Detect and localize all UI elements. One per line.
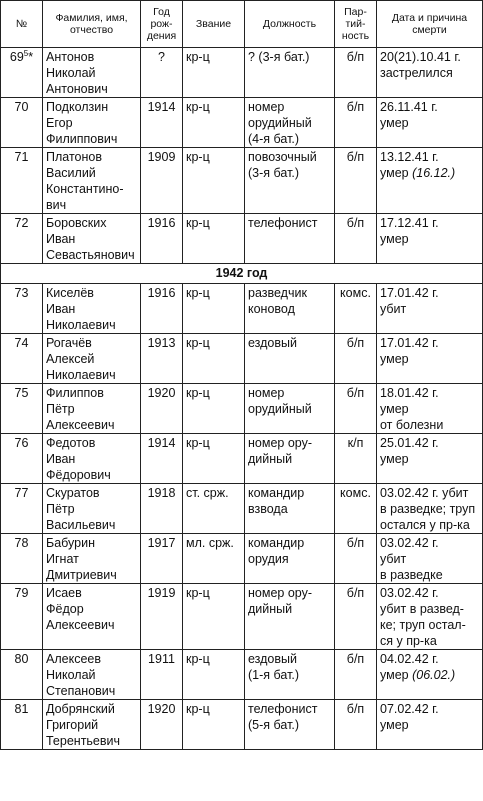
table-row (1, 284, 483, 334)
cell-rank: кр-ц (183, 284, 245, 334)
cell-birth-year: 1914 (141, 434, 183, 484)
cell-birth-year: 1913 (141, 334, 183, 384)
cell-rank: кр-ц (183, 650, 245, 700)
cell-name: Подколзин Егор Филиппович (43, 98, 141, 148)
cell-num: 78 (1, 534, 43, 584)
cell-name: Рогачёв Алексей Николаевич (43, 334, 141, 384)
cell-death: 18.01.42 г. умер от болезни (377, 384, 483, 434)
cell-position: телефонист (245, 214, 335, 264)
cell-birth-year: 1918 (141, 484, 183, 534)
header-party: Пар- тий- ность (335, 1, 377, 48)
cell-name: Скуратов Пётр Васильевич (43, 484, 141, 534)
cell-death: 25.01.42 г. умер (377, 434, 483, 484)
cell-position: ? (3-я бат.) (245, 48, 335, 98)
header-rank: Звание (183, 1, 245, 48)
cell-party: б/п (335, 48, 377, 98)
header-death: Дата и причина смерти (377, 1, 483, 48)
cell-party: б/п (335, 650, 377, 700)
cell-party: б/п (335, 384, 377, 434)
cell-name: Федотов Иван Фёдорович (43, 434, 141, 484)
header-position: Должность (245, 1, 335, 48)
cell-birth-year: 1920 (141, 384, 183, 434)
cell-birth-year: 1919 (141, 584, 183, 650)
cell-rank: кр-ц (183, 98, 245, 148)
cell-birth-year: 1916 (141, 214, 183, 264)
cell-rank: кр-ц (183, 334, 245, 384)
cell-position: номер орудийный (245, 384, 335, 434)
cell-position: номер ору- дийный (245, 434, 335, 484)
cell-birth-year: 1920 (141, 700, 183, 750)
cell-birth-year: ? (141, 48, 183, 98)
table-row (1, 334, 483, 384)
cell-death: 17.01.42 г. умер (377, 334, 483, 384)
table-row (1, 700, 483, 750)
cell-rank: кр-ц (183, 434, 245, 484)
header-name: Фамилия, имя, отчество (43, 1, 141, 48)
rows-1941 (1, 48, 483, 264)
cell-name: Бабурин Игнат Дмитриевич (43, 534, 141, 584)
cell-party: б/п (335, 584, 377, 650)
cell-name: Исаев Фёдор Алексеевич (43, 584, 141, 650)
cell-num: 74 (1, 334, 43, 384)
cell-party: б/п (335, 214, 377, 264)
cell-death: 17.01.42 г. убит (377, 284, 483, 334)
year-separator: 1942 год (1, 264, 483, 284)
cell-name: Боровских Иван Севастьянович (43, 214, 141, 264)
table-header (1, 1, 483, 48)
cell-num: 75 (1, 384, 43, 434)
table-row (1, 650, 483, 700)
cell-death: 26.11.41 г. умер (377, 98, 483, 148)
cell-rank: кр-ц (183, 148, 245, 214)
cell-num: 76 (1, 434, 43, 484)
cell-num: 73 (1, 284, 43, 334)
cell-rank: кр-ц (183, 584, 245, 650)
cell-num: 80 (1, 650, 43, 700)
table-row (1, 48, 483, 98)
table-row (1, 214, 483, 264)
table-row (1, 434, 483, 484)
cell-death: 20(21).10.41 г. застрелился (377, 48, 483, 98)
cell-position: разведчик коновод (245, 284, 335, 334)
cell-rank: кр-ц (183, 214, 245, 264)
rows-1942 (1, 284, 483, 750)
cell-party: комс. (335, 284, 377, 334)
cell-party: б/п (335, 98, 377, 148)
header-num: № (1, 1, 43, 48)
cell-num: 70 (1, 98, 43, 148)
cell-rank: кр-ц (183, 700, 245, 750)
cell-name: Платонов Василий Константино- вич (43, 148, 141, 214)
table-row (1, 98, 483, 148)
cell-name: Антонов Николай Антонович (43, 48, 141, 98)
cell-position: номер ору- дийный (245, 584, 335, 650)
cell-num: 71 (1, 148, 43, 214)
cell-num: $69^5*$ (1, 48, 43, 98)
cell-position: повозочный (3-я бат.) (245, 148, 335, 214)
table-row (1, 534, 483, 584)
cell-party: б/п (335, 534, 377, 584)
cell-party: б/п (335, 334, 377, 384)
cell-party: б/п (335, 148, 377, 214)
cell-num: 79 (1, 584, 43, 650)
cell-position: номер орудийный (4-я бат.) (245, 98, 335, 148)
cell-death: 13.12.41 г. умер (16.12.) (377, 148, 483, 214)
cell-num: 77 (1, 484, 43, 534)
cell-party: комс. (335, 484, 377, 534)
cell-position: телефонист (5-я бат.) (245, 700, 335, 750)
cell-birth-year: 1911 (141, 650, 183, 700)
cell-birth-year: 1916 (141, 284, 183, 334)
cell-position: командир орудия (245, 534, 335, 584)
cell-death: 17.12.41 г. умер (377, 214, 483, 264)
cell-birth-year: 1917 (141, 534, 183, 584)
cell-position: ездовый (245, 334, 335, 384)
cell-death: 07.02.42 г. умер (377, 700, 483, 750)
cell-death: 04.02.42 г. умер (06.02.) (377, 650, 483, 700)
table-row (1, 384, 483, 434)
cell-birth-year: 1914 (141, 98, 183, 148)
cell-death: 03.02.42 г. убит в разведке; труп остался у пр-ка (377, 484, 483, 534)
cell-num: 72 (1, 214, 43, 264)
cell-birth-year: 1909 (141, 148, 183, 214)
cell-death: 03.02.42 г. убит в разведке (377, 534, 483, 584)
table-row (1, 148, 483, 214)
cell-rank: кр-ц (183, 48, 245, 98)
cell-rank: кр-ц (183, 384, 245, 434)
year-section (1, 264, 483, 284)
cell-rank: мл. срж. (183, 534, 245, 584)
table-row (1, 484, 483, 534)
cell-party: к/п (335, 434, 377, 484)
cell-name: Филиппов Пётр Алексеевич (43, 384, 141, 434)
cell-num: 81 (1, 700, 43, 750)
cell-name: Алексеев Николай Степанович (43, 650, 141, 700)
cell-rank: ст. срж. (183, 484, 245, 534)
cell-name: Добрянский Григорий Терентьевич (43, 700, 141, 750)
table-row (1, 584, 483, 650)
cell-position: ездовый (1-я бат.) (245, 650, 335, 700)
cell-name: Киселёв Иван Николаевич (43, 284, 141, 334)
cell-party: б/п (335, 700, 377, 750)
cell-death: 03.02.42 г. убит в развед- ке; труп остал- ся у пр-ка (377, 584, 483, 650)
cell-position: командир взвода (245, 484, 335, 534)
header-year: Год рож- дения (141, 1, 183, 48)
